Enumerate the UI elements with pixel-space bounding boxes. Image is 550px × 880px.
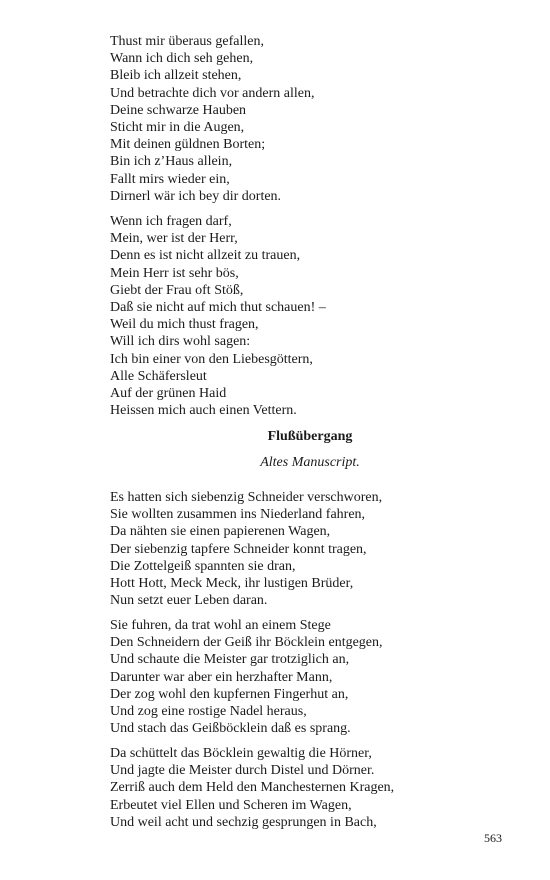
verse-line: Sie wollten zusammen ins Niederland fahren, (110, 507, 366, 523)
verse-line: Giebt der Frau oft Stöß, (110, 282, 244, 298)
verse-line: Und zog eine rostige Nadel heraus, (110, 704, 307, 720)
verse-line: Alle Schäfersleut (110, 368, 207, 384)
poem-stanza (110, 617, 520, 737)
poem-stanza (110, 33, 520, 205)
verse-line: Dirnerl wär ich bey dir dorten. (110, 188, 282, 204)
page-number: 563 (484, 831, 502, 845)
verse-line: Hott Hott, Meck Meck, ihr lustigen Brüder, (110, 576, 354, 592)
verse-line: Mit deinen güldnen Borten; (110, 137, 266, 153)
verse-line: Auf der grünen Haid (110, 386, 227, 402)
verse-line: Zerriß auch dem Held den Manchesternen Kragen, (110, 780, 395, 796)
verse-line: Bin ich z’Haus allein, (110, 154, 233, 170)
poem-subtitle: Altes Manuscript. (260, 455, 360, 470)
verse-line: Fallt mirs wieder ein, (110, 171, 230, 187)
verse-line: Sticht mir in die Augen, (110, 120, 245, 136)
verse-line: Und schaute die Meister gar trotziglich an, (110, 652, 350, 668)
verse-line: Ich bin einer von den Liebesgöttern, (110, 351, 313, 367)
verse-line: Daß sie nicht auf mich thut schauen! – (110, 300, 326, 316)
verse-line: Mein Herr ist sehr bös, (110, 265, 239, 281)
verse-line: Nun setzt euer Leben daran. (110, 593, 268, 609)
verse-line: Mein, wer ist der Herr, (110, 231, 238, 247)
verse-line: Da schüttelt das Böcklein gewaltig die Hörner, (110, 746, 372, 761)
poem-stanza (110, 489, 520, 609)
poem-title: Flußübergang (267, 429, 353, 444)
verse-line: Wenn ich fragen darf, (110, 214, 232, 229)
poem-stanza (110, 745, 520, 831)
verse-line: Und weil acht und sechzig gesprungen in Bach, (110, 814, 377, 830)
verse-line: Weil du mich thust fragen, (110, 317, 259, 333)
verse-line: Und stach das Geißböcklein daß es sprang. (110, 721, 351, 737)
verse-line: Sie fuhren, da trat wohl an einem Stege (110, 618, 331, 633)
verse-line: Und betrachte dich vor andern allen, (110, 85, 315, 101)
verse-line: Den Schneidern der Geiß ihr Böcklein entgegen, (110, 635, 383, 651)
verse-line: Thust mir überaus gefallen, (110, 34, 264, 49)
verse-line: Heissen mich auch einen Vettern. (110, 403, 297, 419)
verse-line: Wann ich dich seh gehen, (110, 51, 254, 67)
verse-line: Will ich dirs wohl sagen: (110, 334, 251, 350)
poem-stanza (110, 213, 520, 419)
verse-line: Denn es ist nicht allzeit zu trauen, (110, 248, 301, 264)
verse-line: Da nähten sie einen papierenen Wagen, (110, 524, 331, 540)
verse-line: Darunter war aber ein herzhafter Mann, (110, 669, 333, 685)
verse-line: Die Zottelgeiß spannten sie dran, (110, 558, 296, 574)
verse-line: Deine schwarze Hauben (110, 102, 247, 118)
verse-line: Und jagte die Meister durch Distel und Dörner. (110, 763, 375, 779)
verse-line: Erbeutet viel Ellen und Scheren im Wagen, (110, 797, 352, 813)
verse-line: Der zog wohl den kupfernen Fingerhut an, (110, 686, 349, 702)
verse-line: Es hatten sich siebenzig Schneider verschworen, (110, 490, 383, 505)
verse-line: Bleib ich allzeit stehen, (110, 68, 242, 84)
verse-line: Der siebenzig tapfere Schneider konnt tragen, (110, 541, 367, 557)
